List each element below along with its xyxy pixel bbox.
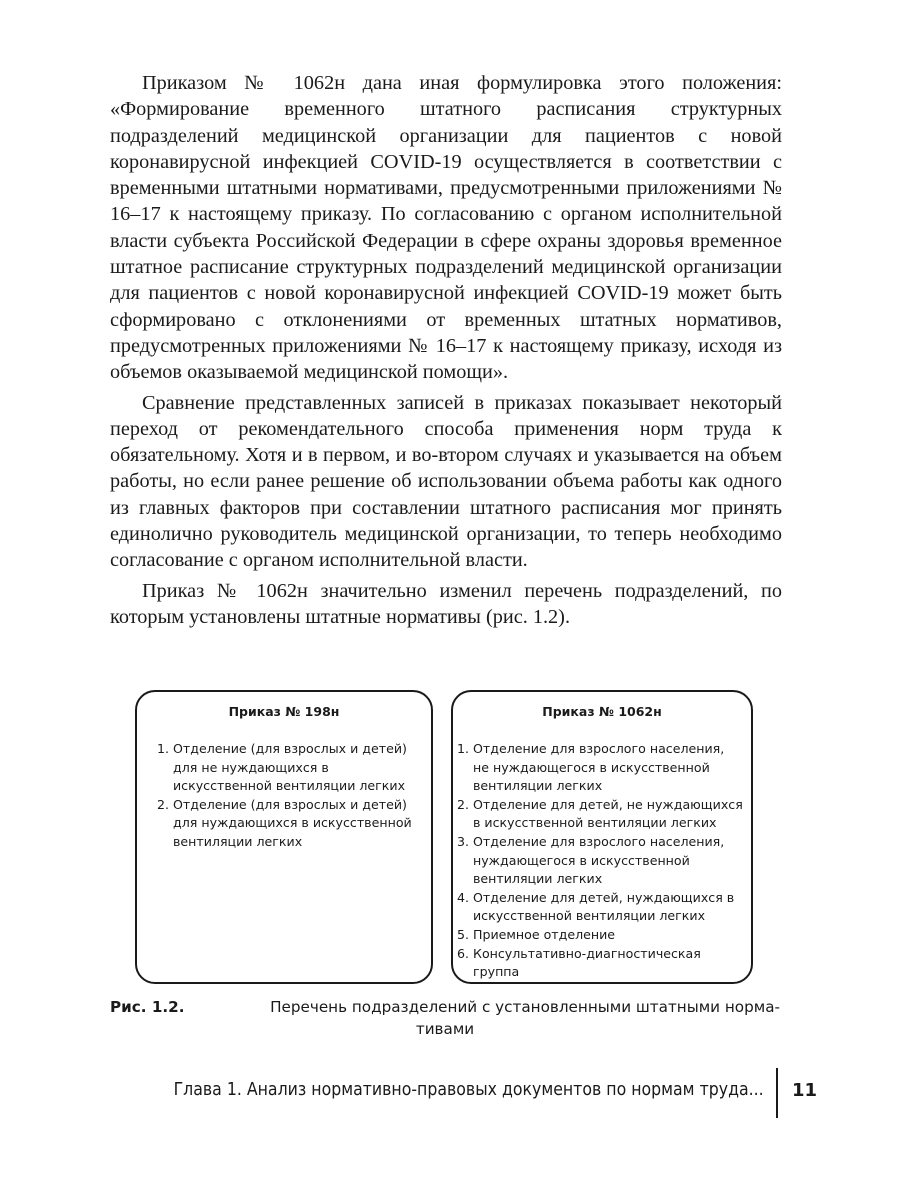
order-198n-title: Приказ № 198н — [228, 704, 340, 719]
figure-caption — [110, 996, 780, 1040]
order-198n-list — [137, 740, 431, 852]
paragraph-3: Приказ № 1062н значительно изменил перечень подразделений, по которым установлены штатные нормативы (рис. 1.2). — [110, 579, 782, 628]
list-item-number: 5. — [457, 926, 470, 942]
caption-text-line-2: тивами — [415, 1020, 475, 1038]
list-item — [457, 740, 743, 796]
page-footer — [0, 1068, 900, 1118]
caption-label: Рис. 1.2. — [110, 998, 185, 1016]
order-1062n-list — [453, 740, 751, 982]
page-number: 11 — [792, 1080, 818, 1101]
list-item-text: Отделение для детей, нуждающихся в искусственной вентиляции легких — [473, 889, 735, 924]
list-item-number: 1. — [157, 741, 170, 756]
paragraph-1: Приказом № 1062н дана иная формулировка этого положения: «Формирование временного штатного расписания структурных подразделений медицинской организации для пациентов с новой коронавирусной инфекцией COVID-19 осуществляется в соответствии с временными штатными нормативами, предусмотренными приложениями № 16–17 к настоящему приказу. По согласованию с органом исполнительной власти субъекта Российской Федерации в сфере охраны здоровья временное штатное расписание структурных подразделений медицинской организации для пациентов с новой коронавирусной инфекцией COVID-19 может быть сформировано с отклонениями от временных штатных нормативов, предусмотренных приложениями № 16–17 к настоящему приказу, исходя из объемов оказываемой медицинской помощи». — [110, 72, 782, 384]
list-item — [157, 740, 423, 796]
list-item — [457, 833, 743, 889]
running-footer-chapter: Глава 1. Анализ нормативно-правовых документов по нормам труда... — [173, 1080, 764, 1100]
caption-line-1 — [110, 996, 780, 1018]
list-item-text: Отделение (для взрослых и детей) для нуждающихся в искусственной вентиляции легких — [173, 796, 412, 849]
list-item-text: Отделение для взрослого населения, нуждающегося в искусственной вентиляции легких — [473, 833, 725, 887]
paragraph-2: Сравнение представленных записей в приказах показывает некоторый переход от рекомендательного способа применения норм труда к обязательному. Хотя и в первом, и во-втором случаях и указывается на объем работы, но если ранее решение об использовании объема работы как одного из главных факторов при составлении штатного расписания мог принять единолично руководитель медицинской организации, то теперь необходимо согласование с органом исполнительной власти. — [110, 391, 782, 572]
list-item-text: Консультативно-диагностическая группа — [473, 945, 701, 980]
list-item-text: Приемное отделение — [473, 926, 616, 942]
caption-text-line-1: Перечень подразделений с установленными штатными норма- — [270, 998, 780, 1016]
footer-divider — [776, 1068, 778, 1118]
list-item — [457, 796, 743, 833]
body-text — [110, 70, 782, 634]
list-item — [457, 926, 743, 945]
order-1062n-box — [451, 690, 753, 984]
list-item-number: 3. — [457, 833, 470, 849]
list-item-text: Отделение для взрослого населения, не нуждающегося в искусственной вентиляции легких — [473, 741, 725, 794]
list-item-number: 2. — [157, 796, 170, 812]
list-item — [457, 945, 743, 982]
list-item-number: 2. — [457, 796, 470, 812]
list-item — [157, 796, 423, 852]
list-item-number: 1. — [457, 741, 470, 756]
list-item-text: Отделение (для взрослых и детей) для не нуждающихся в искусственной вентиляции легких — [173, 741, 407, 794]
order-198n-box — [135, 690, 433, 984]
figure-1-2 — [135, 690, 753, 988]
list-item-number: 6. — [457, 945, 470, 961]
list-item — [457, 889, 743, 926]
list-item-number: 4. — [457, 889, 470, 905]
list-item-text: Отделение для детей, не нуждающихся в искусственной вентиляции легких — [473, 796, 743, 831]
order-1062n-title: Приказ № 1062н — [542, 704, 662, 719]
